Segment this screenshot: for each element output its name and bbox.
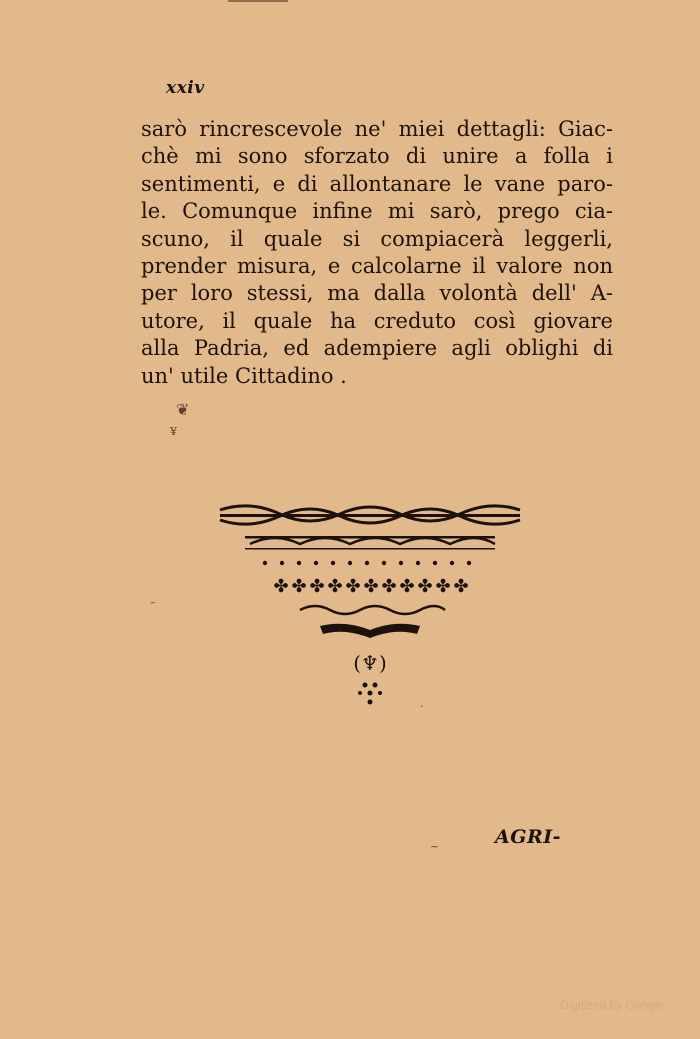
central-motif-icon: (♆) (353, 651, 387, 675)
svg-text:✤: ✤ (435, 576, 451, 597)
svg-text:✤: ✤ (399, 576, 415, 597)
svg-text:✤: ✤ (453, 576, 469, 597)
svg-text:✤: ✤ (327, 576, 343, 597)
text-line-2: chè mi sono sforzato di unire a folla i (141, 144, 613, 169)
svg-text:✤: ✤ (417, 576, 433, 597)
body-text (141, 116, 613, 390)
svg-text:✤: ✤ (345, 576, 361, 597)
ink-speck: ¥ (170, 425, 177, 438)
svg-text:✤: ✤ (363, 576, 379, 597)
text-line-9: alla Padria, ed adempiere agli oblighi di (141, 336, 613, 361)
watermark: Digitized by Google (560, 998, 665, 1012)
text-line-4: le. Comunque infine mi sarò, prego cia- (141, 199, 613, 224)
svg-text:✤: ✤ (291, 576, 307, 597)
ink-speck: · (420, 700, 424, 713)
svg-text:✤: ✤ (381, 576, 397, 597)
catchword: AGRI- (495, 826, 562, 848)
top-rule (228, 0, 288, 2)
text-line-6: prender misura, e calcolarne il valore non (141, 254, 613, 279)
text-line-3: sentimenti, e di allontanare le vane paro- (141, 171, 613, 196)
svg-text:✤: ✤ (309, 576, 325, 597)
text-line-5: scuno, il quale si compiacerà leggerli, (141, 226, 613, 251)
tailpiece-ornament-icon (205, 500, 535, 720)
text-line-1: sarò rincrescevole ne' miei dettagli: Giac- (141, 117, 613, 141)
ink-speck: – (150, 596, 156, 609)
svg-text:✤: ✤ (273, 576, 289, 597)
ink-speck: ~ (430, 840, 440, 853)
page-number: xxiv (166, 78, 205, 98)
text-line-10: un' utile Cittadino . (141, 363, 347, 388)
text-line-8: utore, il quale ha creduto così giovare (141, 308, 613, 333)
text-line-7: per loro stessi, ma dalla volontà dell' A- (141, 281, 613, 306)
ink-speck: ❦ (176, 400, 190, 419)
